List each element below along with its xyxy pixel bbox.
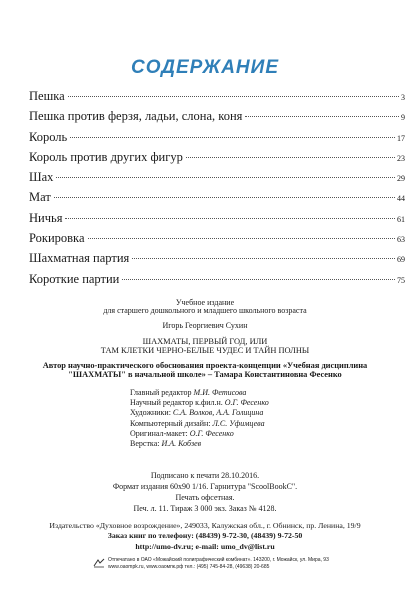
- toc-entry-label: Король: [29, 129, 68, 144]
- toc-entry-label: Король против других фигур: [29, 149, 183, 164]
- toc-entry-page: 17: [397, 133, 405, 143]
- credit-name: О.Г. Фесенко: [224, 398, 269, 408]
- toc-entry: [29, 190, 405, 210]
- toc-entry-page: 29: [397, 174, 405, 184]
- credit-role: Оригинал-макет:: [130, 428, 188, 438]
- toc-leader-dots: [56, 177, 395, 178]
- table-of-contents: [29, 89, 405, 292]
- toc-entry: [29, 170, 405, 190]
- printer-line-2: www.oaompk.ru, www.оаомпк.рф тел.: (495) 745-84-28, (49638) 20-685: [108, 563, 270, 570]
- toc-entry-page: 23: [397, 153, 405, 163]
- toc-entry: [29, 251, 405, 271]
- credit-name: И.А. Кобзев: [161, 439, 202, 449]
- credit-row: [130, 408, 269, 418]
- toc-entry-page: 63: [397, 235, 405, 245]
- toc-entry: [29, 231, 405, 251]
- toc-leader-dots: [122, 279, 395, 280]
- toc-entry: [29, 272, 405, 292]
- order-phone: Заказ книг по телефону: (48439) 9-72-30, (48439) 9-72-50: [107, 531, 303, 540]
- print-type: Печать офсетная.: [175, 493, 235, 502]
- credit-row: [130, 388, 269, 398]
- signed-to-print: Подписано к печати 28.10.2016.: [150, 471, 260, 480]
- credit-row: [130, 398, 269, 408]
- book-title-line-2: ТАМ КЛЕТКИ ЧЕРНО-БЕЛЫЕ ЧУДЕС И ТАЙН ПОЛНЫ: [100, 346, 310, 355]
- toc-entry: [29, 109, 405, 129]
- publisher-address: Издательство «Духовное возрождение», 249033, Калужская обл., г. Обнинск, пр. Ленина, 19/9: [49, 521, 361, 530]
- toc-leader-dots: [68, 96, 399, 97]
- credit-role: Верстка:: [130, 439, 160, 449]
- toc-leader-dots: [132, 258, 395, 259]
- toc-entry-page: 3: [401, 93, 405, 102]
- toc-entry-page: 75: [397, 275, 405, 285]
- toc-leader-dots: [88, 238, 396, 239]
- toc-entry-label: Пешка: [29, 89, 65, 103]
- toc-entry-page: 9: [401, 113, 405, 123]
- credit-name: Л.С. Уфимцева: [212, 418, 265, 428]
- toc-entry-label: Короткие партии: [29, 271, 120, 286]
- toc-leader-dots: [70, 137, 395, 138]
- toc-entry-label: Мат: [29, 190, 51, 205]
- toc-entry-label: Шахматная партия: [29, 251, 130, 266]
- publisher-web-email: http://umo-dv.ru; e-mail: umo_dv@list.ru: [135, 542, 275, 551]
- toc-title: СОДЕРЖАНИЕ: [131, 57, 279, 78]
- toc-leader-dots: [65, 218, 395, 219]
- toc-entry-label: Пешка против ферзя, ладьи, слона, коня: [29, 109, 243, 124]
- toc-entry: [29, 150, 405, 170]
- credit-role: Научный редактор к.фил.н.: [130, 398, 223, 408]
- toc-entry-page: 61: [397, 214, 405, 224]
- credit-row: [130, 439, 269, 449]
- publication-format: Формат издания 60x90 1/16. Гарнитура "ScoolBookC".: [112, 482, 298, 491]
- concept-author-line-1: Автор научно-практического обоснования проекта-концепции «Учебная дисциплина: [42, 361, 368, 370]
- author-name: Игорь Георгиевич Сухин: [162, 321, 248, 330]
- toc-leader-dots: [245, 116, 399, 117]
- credit-name: О.Г. Фесенко: [189, 428, 234, 438]
- concept-author-line-2: "ШАХМАТЫ" в начальной школе» – Тамара Константиновна Фесенко: [68, 370, 342, 379]
- toc-entry: [29, 89, 405, 109]
- toc-entry-page: 69: [397, 255, 405, 265]
- toc-entry-label: Шах: [29, 170, 54, 185]
- credit-role: Художники:: [130, 408, 171, 418]
- credit-role: Компьютерный дизайн:: [130, 418, 211, 428]
- printer-logo-icon: [93, 558, 105, 568]
- edition-type: Учебное издание: [175, 298, 235, 307]
- book-title-line-1: ШАХМАТЫ, ПЕРВЫЙ ГОД, ИЛИ: [142, 337, 268, 346]
- toc-entry: [29, 130, 405, 150]
- toc-leader-dots: [186, 157, 395, 158]
- toc-entry-label: Ничья: [29, 210, 63, 225]
- credit-name: М.И. Фетисова: [193, 388, 247, 397]
- credit-role: Главный редактор: [130, 388, 192, 397]
- printer-line-1: Отпечатано в ОАО «Можайский полиграфический комбинат». 143200, г. Можайск, ул. Мира, 93: [108, 557, 329, 563]
- toc-entry-page: 44: [397, 194, 405, 204]
- toc-entry: [29, 211, 405, 231]
- toc-entry-label: Рокировка: [29, 231, 85, 246]
- toc-leader-dots: [54, 197, 395, 198]
- credit-name: С.А. Волков, А.А. Голицина: [172, 408, 264, 418]
- credit-row: [130, 429, 269, 439]
- print-run: Печ. л. 11. Тираж 3 000 экз. Заказ № 4128.: [133, 504, 277, 513]
- credit-row: [130, 419, 269, 429]
- age-group: для старшего дошкольного и младшего школьного возраста: [103, 306, 307, 315]
- printer-info: [108, 557, 329, 570]
- credits-block: [130, 388, 269, 449]
